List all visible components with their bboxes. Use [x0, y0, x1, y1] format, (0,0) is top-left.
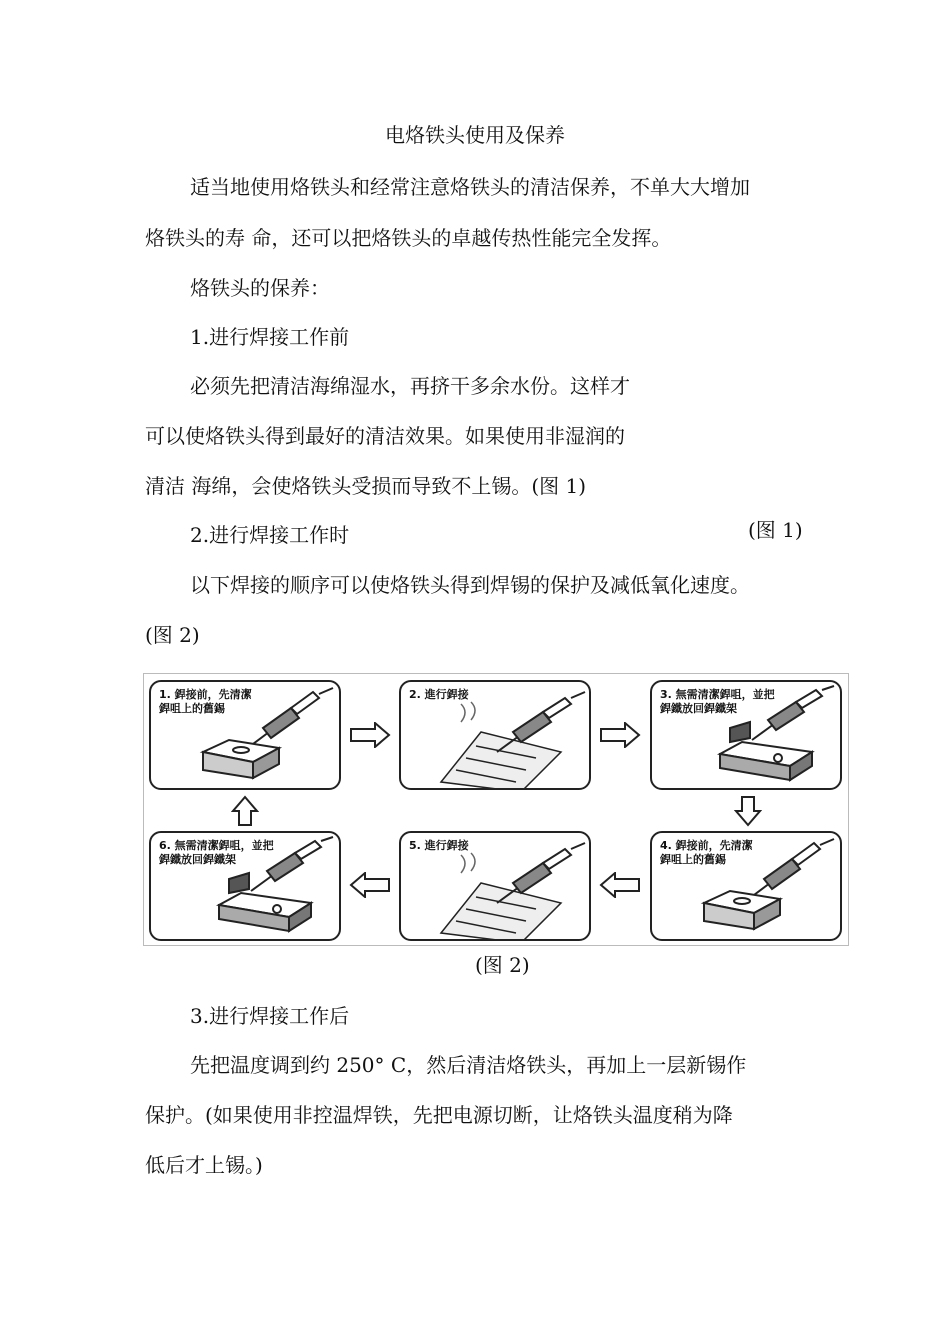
fig1-caption: (图 1) — [748, 518, 803, 542]
soldering-iron — [245, 688, 333, 750]
page-title: 电烙铁头使用及保养 — [385, 123, 565, 147]
cleaning-sponge — [704, 891, 780, 929]
section2-line-2: (图 2) — [145, 623, 200, 647]
panel-label: 6. 無需清潔銲咀，並把 銲鐵放回銲鐵架 — [159, 839, 274, 866]
figure-panel-5 — [399, 831, 591, 941]
section3-line-1: 先把温度调到约 250° C，然后清洁烙铁头，再加上一层新锡作 — [190, 1053, 747, 1077]
intro-line-2: 烙铁头的寿 命，还可以把烙铁头的卓越传热性能完全发挥。 — [145, 226, 672, 250]
arrow-right-icon — [349, 722, 391, 748]
panel-label: 3. 無需清潔銲咀，並把 銲鐵放回銲鐵架 — [660, 688, 775, 715]
soldering-iron — [497, 692, 585, 752]
intro-line-1: 适当地使用烙铁头和经常注意烙铁头的清洁保养，不单大大增加 — [190, 175, 750, 199]
panel-label: 1. 銲接前，先清潔 銲咀上的舊錫 — [159, 688, 252, 715]
section3-line-3: 低后才上锡。) — [145, 1153, 263, 1177]
panel-label: 2. 進行銲接 — [409, 688, 469, 701]
arrow-left-icon — [349, 872, 391, 898]
fig2-caption: (图 2) — [475, 953, 530, 977]
section3-heading: 3.进行焊接工作后 — [190, 1004, 350, 1028]
arrow-left-icon — [599, 872, 641, 898]
section1-line-2: 可以使烙铁头得到最好的清洁效果。如果使用非湿润的 — [145, 424, 625, 448]
arrow-down-icon — [734, 795, 762, 827]
cleaning-sponge — [203, 740, 279, 778]
section3-line-2: 保护。(如果使用非控温焊铁，先把电源切断，让烙铁头温度稍为降 — [145, 1103, 733, 1127]
panel-label: 5. 進行銲接 — [409, 839, 469, 852]
section2-heading: 2.进行焊接工作时 — [190, 523, 350, 547]
section1-heading: 1.进行焊接工作前 — [190, 325, 350, 349]
section1-line-3: 清洁 海绵，会使烙铁头受损而导致不上锡。(图 1) — [145, 474, 587, 498]
figure-2 — [143, 673, 849, 946]
soldering-iron — [746, 839, 834, 901]
soldering-iron — [497, 843, 585, 903]
arrow-right-icon — [599, 722, 641, 748]
section2-line-1: 以下焊接的顺序可以使烙铁头得到焊锡的保护及减低氧化速度。 — [190, 573, 750, 597]
panel-label: 4. 銲接前，先清潔 銲咀上的舊錫 — [660, 839, 753, 866]
arrow-up-icon — [231, 795, 259, 827]
figure-panel-6 — [149, 831, 341, 941]
section1-line-1: 必须先把清洁海绵湿水，再挤干多余水份。这样才 — [190, 374, 630, 398]
maintenance-heading: 烙铁头的保养： — [190, 276, 330, 300]
figure-panel-4 — [650, 831, 842, 941]
figure-panel-2 — [399, 680, 591, 790]
figure-panel-1 — [149, 680, 341, 790]
figure-panel-3 — [650, 680, 842, 790]
